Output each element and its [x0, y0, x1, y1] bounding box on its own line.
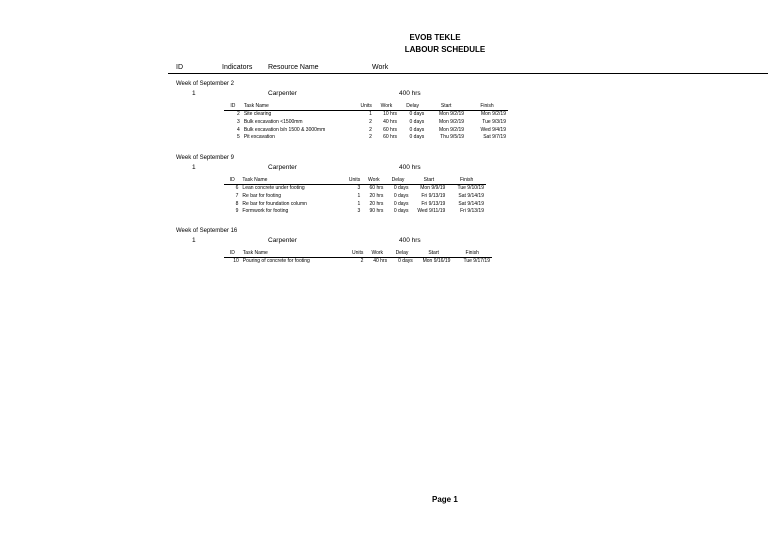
task-name-cell: Bulk excavation <1500mm	[243, 118, 303, 125]
task-finish-cell: Sat 9/7/19	[483, 134, 506, 141]
task-column-header: ID	[230, 103, 236, 109]
task-table-header	[224, 249, 492, 258]
table-row	[224, 208, 486, 216]
resource-name: Carpenter	[268, 90, 297, 97]
task-finish-cell: Tue 9/10/19	[457, 185, 484, 191]
task-column-header: Start	[423, 177, 435, 183]
task-delay-cell: 0 days	[409, 126, 425, 133]
task-column-header: Units	[348, 177, 361, 183]
task-start-cell: Mon 9/2/19	[439, 118, 465, 125]
week-label: Week of September 2	[176, 81, 234, 87]
task-column-header: Task Name	[243, 103, 269, 109]
task-column-header: Delay	[391, 177, 405, 183]
resource-id: 1	[192, 164, 196, 171]
task-column-header: Start	[428, 250, 439, 256]
task-column-header: Task Name	[242, 250, 268, 256]
task-table	[224, 176, 486, 216]
company-name: EVOB TEKLE	[409, 33, 461, 42]
task-name-cell: Bulk excavation b/n 1500 & 3000mm	[243, 126, 326, 133]
task-delay-cell: 0 days	[393, 200, 409, 207]
week-label: Week of September 9	[176, 155, 234, 161]
column-header-resource-name: Resource Name	[268, 64, 319, 71]
task-delay-cell: 0 days	[409, 134, 425, 141]
task-column-header: Finish	[459, 177, 474, 183]
task-id-cell: 5	[237, 134, 240, 141]
task-delay-cell: 0 days	[409, 111, 425, 117]
task-units-cell: 2	[369, 118, 372, 125]
page-number: Page 1	[432, 495, 458, 504]
column-header-indicators: Indicators	[222, 64, 253, 71]
task-column-header: Task Name	[242, 177, 268, 183]
task-work-cell: 40 hrs	[373, 258, 388, 264]
task-name-cell: Formwork for footing	[242, 208, 289, 215]
task-finish-cell: Wed 9/4/19	[480, 126, 506, 133]
task-start-cell: Fri 9/13/19	[421, 200, 446, 207]
task-units-cell: 2	[360, 258, 364, 264]
task-table	[224, 249, 492, 266]
task-column-header: Work	[380, 103, 393, 109]
task-id-cell: 7	[235, 192, 239, 199]
task-units-cell: 3	[357, 208, 361, 215]
task-work-cell: 90 hrs	[369, 208, 384, 215]
task-id-cell: 8	[235, 200, 239, 207]
task-start-cell: Wed 9/11/19	[417, 208, 446, 215]
week-label: Week of September 16	[176, 228, 238, 234]
task-column-header: Finish	[480, 103, 494, 109]
task-start-cell: Mon 9/2/19	[439, 111, 465, 117]
task-name-cell: Re bar for footing	[242, 192, 282, 199]
task-id-cell: 10	[233, 258, 239, 264]
task-work-cell: 60 hrs	[369, 185, 384, 191]
task-table-header	[224, 102, 508, 111]
task-units-cell: 3	[357, 185, 361, 191]
task-finish-cell: Sat 9/14/19	[458, 192, 484, 199]
table-row	[224, 193, 486, 201]
resource-work: 400 hrs	[399, 164, 421, 171]
task-delay-cell: 0 days	[393, 208, 409, 215]
table-row	[224, 258, 492, 266]
task-units-cell: 2	[369, 126, 372, 133]
resource-name: Carpenter	[268, 237, 297, 244]
task-table	[224, 102, 508, 142]
task-id-cell: 9	[235, 208, 239, 215]
header-divider	[168, 73, 768, 74]
task-column-header: Start	[440, 103, 452, 109]
task-finish-cell: Tue 9/3/19	[482, 118, 506, 125]
task-units-cell: 1	[369, 111, 372, 117]
task-finish-cell: Mon 9/2/19	[480, 111, 506, 117]
resource-work: 400 hrs	[399, 90, 421, 97]
task-start-cell: Mon 9/16/19	[422, 258, 451, 264]
table-row	[224, 134, 508, 142]
task-work-cell: 40 hrs	[383, 118, 397, 125]
task-delay-cell: 0 days	[398, 258, 413, 264]
resource-id: 1	[192, 237, 196, 244]
task-work-cell: 60 hrs	[383, 126, 397, 133]
task-finish-cell: Sat 9/14/19	[458, 200, 484, 207]
task-name-cell: Pit excavation	[243, 134, 275, 141]
task-name-cell: Lean concrete under footing	[242, 185, 305, 191]
resource-id: 1	[192, 90, 196, 97]
task-work-cell: 20 hrs	[369, 192, 384, 199]
task-column-header: Work	[368, 177, 380, 183]
table-row	[224, 111, 508, 119]
task-start-cell: Mon 9/2/19	[439, 126, 465, 133]
task-work-cell: 20 hrs	[369, 200, 384, 207]
task-delay-cell: 0 days	[393, 192, 409, 199]
task-column-header: Delay	[395, 250, 409, 256]
column-header-id: ID	[176, 64, 183, 71]
task-id-cell: 6	[235, 185, 239, 191]
task-units-cell: 2	[369, 134, 372, 141]
task-work-cell: 60 hrs	[383, 134, 397, 141]
resource-work: 400 hrs	[399, 237, 421, 244]
resource-name: Carpenter	[268, 164, 297, 171]
task-units-cell: 1	[357, 200, 361, 207]
task-column-header: Work	[371, 250, 384, 256]
task-finish-cell: Tue 9/17/19	[463, 258, 490, 264]
task-delay-cell: 0 days	[409, 118, 425, 125]
report-title: LABOUR SCHEDULE	[404, 45, 486, 54]
table-row	[224, 127, 508, 135]
task-delay-cell: 0 days	[393, 185, 409, 191]
task-id-cell: 3	[237, 118, 240, 125]
column-header-work: Work	[372, 64, 389, 71]
task-id-cell: 4	[237, 126, 240, 133]
table-row	[224, 201, 486, 209]
task-id-cell: 2	[237, 111, 240, 117]
table-row	[224, 185, 486, 193]
task-column-header: Units	[360, 103, 372, 109]
task-column-header: Delay	[406, 103, 420, 109]
task-start-cell: Mon 9/9/19	[420, 185, 446, 191]
task-units-cell: 1	[357, 192, 361, 199]
task-table-header	[224, 176, 486, 185]
task-column-header: Finish	[465, 250, 479, 256]
task-name-cell: Site clearing	[243, 111, 272, 117]
table-row	[224, 119, 508, 127]
task-name-cell: Pouring of concrete for footing	[242, 258, 310, 264]
task-start-cell: Fri 9/13/19	[421, 192, 446, 199]
task-name-cell: Re bar for foundation column	[242, 200, 307, 207]
task-column-header: Units	[351, 250, 364, 256]
task-work-cell: 10 hrs	[383, 111, 397, 117]
task-column-header: ID	[229, 177, 235, 183]
task-finish-cell: Fri 9/13/19	[460, 208, 484, 215]
task-column-header: ID	[229, 250, 235, 256]
task-start-cell: Thu 9/5/19	[440, 134, 465, 141]
